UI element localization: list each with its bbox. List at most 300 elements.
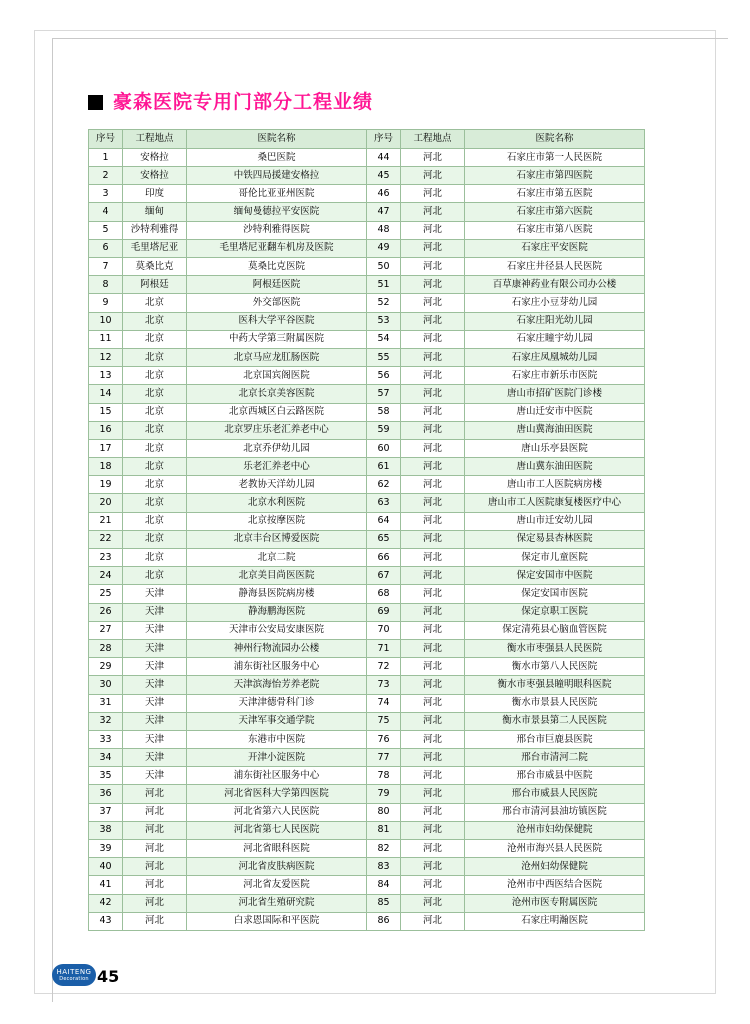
cell-no-left: 3 xyxy=(89,185,123,203)
cell-hospital-right: 石家庄小豆芽幼儿园 xyxy=(465,294,645,312)
cell-no-left: 25 xyxy=(89,585,123,603)
table-row xyxy=(89,367,645,385)
cell-hospital-right: 邢台市巨鹿县医院 xyxy=(465,730,645,748)
cell-no-left: 10 xyxy=(89,312,123,330)
cell-no-left: 39 xyxy=(89,840,123,858)
cell-location-left: 北京 xyxy=(123,458,187,476)
cell-location-right: 河北 xyxy=(401,876,465,894)
cell-no-left: 33 xyxy=(89,730,123,748)
cell-location-left: 天津 xyxy=(123,603,187,621)
cell-location-left: 北京 xyxy=(123,385,187,403)
cell-hospital-right: 邢台市威县人民医院 xyxy=(465,785,645,803)
cell-no-left: 35 xyxy=(89,767,123,785)
cell-location-right: 河北 xyxy=(401,803,465,821)
page-title xyxy=(88,92,658,113)
cell-no-right: 86 xyxy=(367,912,401,930)
cell-no-left: 11 xyxy=(89,330,123,348)
cell-no-left: 5 xyxy=(89,221,123,239)
cell-no-right: 46 xyxy=(367,185,401,203)
cell-location-right: 河北 xyxy=(401,203,465,221)
cell-location-left: 天津 xyxy=(123,749,187,767)
cell-location-right: 河北 xyxy=(401,348,465,366)
cell-no-right: 45 xyxy=(367,167,401,185)
cell-hospital-left: 天津津德骨科门诊 xyxy=(187,694,367,712)
cell-location-left: 河北 xyxy=(123,785,187,803)
table-row xyxy=(89,294,645,312)
table-row xyxy=(89,203,645,221)
column-header-location-right: 工程地点 xyxy=(401,129,465,148)
column-header-hospital-right: 医院名称 xyxy=(465,129,645,148)
cell-no-right: 74 xyxy=(367,694,401,712)
cell-hospital-right: 石家庄市第四医院 xyxy=(465,167,645,185)
cell-location-left: 北京 xyxy=(123,421,187,439)
cell-hospital-left: 老教协天洋幼儿园 xyxy=(187,476,367,494)
cell-hospital-right: 沧州市海兴县人民医院 xyxy=(465,840,645,858)
cell-hospital-left: 河北省皮肤病医院 xyxy=(187,858,367,876)
cell-hospital-left: 天津军事交通学院 xyxy=(187,712,367,730)
cell-location-left: 天津 xyxy=(123,694,187,712)
table-row xyxy=(89,567,645,585)
cell-location-left: 北京 xyxy=(123,348,187,366)
table-row xyxy=(89,167,645,185)
cell-no-right: 79 xyxy=(367,785,401,803)
cell-no-left: 6 xyxy=(89,239,123,257)
cell-no-left: 13 xyxy=(89,367,123,385)
cell-hospital-left: 河北省眼科医院 xyxy=(187,840,367,858)
cell-no-right: 44 xyxy=(367,148,401,166)
cell-location-right: 河北 xyxy=(401,730,465,748)
table-row xyxy=(89,512,645,530)
cell-location-left: 莫桑比克 xyxy=(123,258,187,276)
cell-hospital-left: 中铁四局援建安格拉 xyxy=(187,167,367,185)
cell-hospital-right: 保定京职工医院 xyxy=(465,603,645,621)
cell-hospital-right: 沧州市中西医结合医院 xyxy=(465,876,645,894)
cell-location-left: 安格拉 xyxy=(123,148,187,166)
cell-location-left: 河北 xyxy=(123,803,187,821)
cell-no-left: 34 xyxy=(89,749,123,767)
cell-hospital-left: 河北省第六人民医院 xyxy=(187,803,367,821)
cell-hospital-right: 保定安国市中医院 xyxy=(465,567,645,585)
cell-hospital-left: 哥伦比亚亚州医院 xyxy=(187,185,367,203)
cell-no-left: 7 xyxy=(89,258,123,276)
cell-no-right: 63 xyxy=(367,494,401,512)
cell-hospital-left: 东港市中医院 xyxy=(187,730,367,748)
cell-hospital-right: 石家庄市第八医院 xyxy=(465,221,645,239)
cell-location-left: 沙特利雅得 xyxy=(123,221,187,239)
table-row xyxy=(89,585,645,603)
cell-location-left: 北京 xyxy=(123,549,187,567)
column-header-no-left: 序号 xyxy=(89,129,123,148)
cell-location-left: 印度 xyxy=(123,185,187,203)
cell-hospital-left: 天津市公安局安康医院 xyxy=(187,621,367,639)
cell-hospital-right: 石家庄市第一人民医院 xyxy=(465,148,645,166)
cell-location-left: 河北 xyxy=(123,894,187,912)
table-row xyxy=(89,858,645,876)
table-row xyxy=(89,239,645,257)
cell-hospital-right: 衡水市枣强县人民医院 xyxy=(465,639,645,657)
cell-location-left: 北京 xyxy=(123,512,187,530)
cell-no-right: 49 xyxy=(367,239,401,257)
cell-hospital-right: 保定易县杏林医院 xyxy=(465,530,645,548)
cell-hospital-right: 邢台市威县中医院 xyxy=(465,767,645,785)
cell-hospital-left: 北京水利医院 xyxy=(187,494,367,512)
table-row xyxy=(89,476,645,494)
cell-location-right: 河北 xyxy=(401,239,465,257)
table-row xyxy=(89,803,645,821)
cell-hospital-right: 唐山市招矿医院门诊楼 xyxy=(465,385,645,403)
cell-location-right: 河北 xyxy=(401,840,465,858)
cell-no-left: 23 xyxy=(89,549,123,567)
cell-hospital-right: 石家庄瞳宇幼儿园 xyxy=(465,330,645,348)
cell-no-right: 78 xyxy=(367,767,401,785)
table-row xyxy=(89,658,645,676)
cell-location-left: 河北 xyxy=(123,876,187,894)
cell-no-left: 30 xyxy=(89,676,123,694)
cell-location-right: 河北 xyxy=(401,330,465,348)
cell-no-left: 16 xyxy=(89,421,123,439)
table-row xyxy=(89,712,645,730)
cell-no-left: 42 xyxy=(89,894,123,912)
cell-hospital-left: 北京按摩医院 xyxy=(187,512,367,530)
cell-location-right: 河北 xyxy=(401,676,465,694)
table-row xyxy=(89,639,645,657)
cell-no-left: 8 xyxy=(89,276,123,294)
table-row xyxy=(89,421,645,439)
cell-location-right: 河北 xyxy=(401,458,465,476)
cell-location-left: 河北 xyxy=(123,858,187,876)
cell-hospital-left: 白求恩国际和平医院 xyxy=(187,912,367,930)
cell-no-right: 65 xyxy=(367,530,401,548)
cell-location-right: 河北 xyxy=(401,694,465,712)
cell-hospital-left: 北京国宾阁医院 xyxy=(187,367,367,385)
table-row xyxy=(89,330,645,348)
cell-no-left: 18 xyxy=(89,458,123,476)
cell-location-right: 河北 xyxy=(401,858,465,876)
page-number: 45 xyxy=(97,967,120,986)
table-row xyxy=(89,348,645,366)
cell-hospital-left: 天津滨海怡芳养老院 xyxy=(187,676,367,694)
cell-location-left: 北京 xyxy=(123,567,187,585)
cell-no-right: 77 xyxy=(367,749,401,767)
cell-no-right: 85 xyxy=(367,894,401,912)
table-row xyxy=(89,530,645,548)
cell-hospital-right: 衡水市景县第二人民医院 xyxy=(465,712,645,730)
cell-location-right: 河北 xyxy=(401,185,465,203)
cell-hospital-left: 毛里塔尼亚翻车机房及医院 xyxy=(187,239,367,257)
cell-hospital-right: 唐山乐亭县医院 xyxy=(465,439,645,457)
cell-hospital-left: 医科大学平谷医院 xyxy=(187,312,367,330)
table-row xyxy=(89,621,645,639)
cell-hospital-left: 河北省医科大学第四医院 xyxy=(187,785,367,803)
cell-hospital-right: 衡水市景县人民医院 xyxy=(465,694,645,712)
table-row xyxy=(89,385,645,403)
cell-no-left: 36 xyxy=(89,785,123,803)
cell-location-left: 阿根廷 xyxy=(123,276,187,294)
cell-hospital-right: 保定清苑县心脑血管医院 xyxy=(465,621,645,639)
cell-hospital-left: 北京丰台区博爱医院 xyxy=(187,530,367,548)
cell-hospital-right: 沧州妇幼保健院 xyxy=(465,858,645,876)
cell-no-left: 32 xyxy=(89,712,123,730)
cell-location-right: 河北 xyxy=(401,603,465,621)
cell-location-left: 北京 xyxy=(123,530,187,548)
cell-no-right: 68 xyxy=(367,585,401,603)
cell-no-right: 83 xyxy=(367,858,401,876)
cell-no-left: 43 xyxy=(89,912,123,930)
cell-hospital-right: 沧州市妇幼保健院 xyxy=(465,821,645,839)
page-footer xyxy=(52,964,119,986)
cell-location-right: 河北 xyxy=(401,439,465,457)
cell-hospital-left: 桑巴医院 xyxy=(187,148,367,166)
cell-no-right: 69 xyxy=(367,603,401,621)
cell-no-left: 1 xyxy=(89,148,123,166)
cell-no-left: 14 xyxy=(89,385,123,403)
cell-location-right: 河北 xyxy=(401,549,465,567)
cell-no-left: 2 xyxy=(89,167,123,185)
cell-hospital-left: 神州行物流园办公楼 xyxy=(187,639,367,657)
cell-hospital-left: 北京西城区白云路医院 xyxy=(187,403,367,421)
cell-no-right: 61 xyxy=(367,458,401,476)
cell-hospital-right: 邢台市清河二院 xyxy=(465,749,645,767)
cell-location-left: 河北 xyxy=(123,840,187,858)
cell-hospital-left: 北京乔伊幼儿园 xyxy=(187,439,367,457)
table-row xyxy=(89,403,645,421)
cell-no-left: 19 xyxy=(89,476,123,494)
cell-hospital-left: 北京美目尚医医院 xyxy=(187,567,367,585)
company-logo xyxy=(52,964,96,986)
cell-location-left: 北京 xyxy=(123,476,187,494)
cell-location-left: 缅甸 xyxy=(123,203,187,221)
cell-location-right: 河北 xyxy=(401,276,465,294)
cell-no-left: 40 xyxy=(89,858,123,876)
cell-hospital-right: 唐山市工人医院康复楼医疗中心 xyxy=(465,494,645,512)
cell-hospital-left: 北京长京美容医院 xyxy=(187,385,367,403)
cell-hospital-left: 静海鹏海医院 xyxy=(187,603,367,621)
cell-hospital-left: 河北省第七人民医院 xyxy=(187,821,367,839)
table-row xyxy=(89,458,645,476)
cell-no-left: 28 xyxy=(89,639,123,657)
cell-location-right: 河北 xyxy=(401,658,465,676)
cell-no-right: 64 xyxy=(367,512,401,530)
table-row xyxy=(89,258,645,276)
cell-location-left: 北京 xyxy=(123,312,187,330)
cell-no-right: 80 xyxy=(367,803,401,821)
table-row xyxy=(89,603,645,621)
cell-location-left: 天津 xyxy=(123,676,187,694)
cell-hospital-right: 衡水市第八人民医院 xyxy=(465,658,645,676)
cell-location-left: 天津 xyxy=(123,730,187,748)
cell-no-left: 26 xyxy=(89,603,123,621)
cell-hospital-right: 唐山市迁安幼儿园 xyxy=(465,512,645,530)
cell-no-left: 22 xyxy=(89,530,123,548)
cell-no-right: 51 xyxy=(367,276,401,294)
logo-line-2: Decoration xyxy=(59,975,89,982)
cell-no-left: 9 xyxy=(89,294,123,312)
cell-hospital-left: 浦东街社区服务中心 xyxy=(187,658,367,676)
cell-hospital-left: 北京罗庄乐老汇养老中心 xyxy=(187,421,367,439)
cell-hospital-right: 沧州市医专附属医院 xyxy=(465,894,645,912)
column-header-location-left: 工程地点 xyxy=(123,129,187,148)
cell-location-left: 北京 xyxy=(123,494,187,512)
table-row xyxy=(89,821,645,839)
cell-location-left: 天津 xyxy=(123,712,187,730)
cell-location-right: 河北 xyxy=(401,749,465,767)
cell-hospital-right: 石家庄市第六医院 xyxy=(465,203,645,221)
cell-hospital-right: 石家庄市新乐市医院 xyxy=(465,367,645,385)
cell-location-right: 河北 xyxy=(401,639,465,657)
cell-no-left: 17 xyxy=(89,439,123,457)
cell-location-right: 河北 xyxy=(401,494,465,512)
page-content xyxy=(88,92,658,931)
cell-no-right: 56 xyxy=(367,367,401,385)
cell-no-left: 15 xyxy=(89,403,123,421)
cell-location-left: 天津 xyxy=(123,639,187,657)
cell-no-left: 4 xyxy=(89,203,123,221)
cell-no-left: 12 xyxy=(89,348,123,366)
cell-location-right: 河北 xyxy=(401,167,465,185)
page-title-text: 豪森医院专用门部分工程业绩 xyxy=(113,91,374,113)
cell-no-right: 50 xyxy=(367,258,401,276)
cell-no-right: 75 xyxy=(367,712,401,730)
cell-hospital-right: 保定市儿童医院 xyxy=(465,549,645,567)
cell-location-right: 河北 xyxy=(401,894,465,912)
cell-location-right: 河北 xyxy=(401,367,465,385)
table-row xyxy=(89,785,645,803)
cell-location-left: 天津 xyxy=(123,658,187,676)
cell-hospital-left: 北京马应龙肛肠医院 xyxy=(187,348,367,366)
cell-hospital-right: 唐山市工人医院病房楼 xyxy=(465,476,645,494)
cell-hospital-left: 开津小淀医院 xyxy=(187,749,367,767)
cell-location-left: 河北 xyxy=(123,821,187,839)
cell-hospital-right: 邢台市清河县油坊镇医院 xyxy=(465,803,645,821)
cell-location-right: 河北 xyxy=(401,567,465,585)
cell-no-right: 76 xyxy=(367,730,401,748)
cell-hospital-right: 保定安国市医院 xyxy=(465,585,645,603)
cell-location-right: 河北 xyxy=(401,385,465,403)
cell-no-left: 37 xyxy=(89,803,123,821)
column-header-hospital-left: 医院名称 xyxy=(187,129,367,148)
cell-location-left: 天津 xyxy=(123,767,187,785)
table-header-row xyxy=(89,129,645,148)
cell-location-right: 河北 xyxy=(401,294,465,312)
cell-location-right: 河北 xyxy=(401,421,465,439)
table-row xyxy=(89,185,645,203)
table-row xyxy=(89,494,645,512)
cell-location-right: 河北 xyxy=(401,912,465,930)
cell-no-right: 71 xyxy=(367,639,401,657)
table-row xyxy=(89,439,645,457)
table-row xyxy=(89,767,645,785)
cell-location-left: 天津 xyxy=(123,585,187,603)
table-row xyxy=(89,876,645,894)
cell-hospital-left: 中药大学第三附属医院 xyxy=(187,330,367,348)
cell-location-right: 河北 xyxy=(401,585,465,603)
table-row xyxy=(89,549,645,567)
cell-hospital-left: 缅甸曼德拉平安医院 xyxy=(187,203,367,221)
cell-hospital-left: 河北省友爱医院 xyxy=(187,876,367,894)
cell-location-right: 河北 xyxy=(401,821,465,839)
table-row xyxy=(89,221,645,239)
performance-table xyxy=(88,129,645,931)
cell-hospital-right: 石家庄平安医院 xyxy=(465,239,645,257)
cell-location-right: 河北 xyxy=(401,621,465,639)
cell-no-right: 59 xyxy=(367,421,401,439)
cell-hospital-left: 乐老汇养老中心 xyxy=(187,458,367,476)
cell-location-left: 北京 xyxy=(123,294,187,312)
cell-hospital-left: 沙特利雅得医院 xyxy=(187,221,367,239)
cell-no-right: 66 xyxy=(367,549,401,567)
logo-line-1: HAITENG xyxy=(56,967,92,976)
cell-no-left: 21 xyxy=(89,512,123,530)
cell-hospital-left: 阿根廷医院 xyxy=(187,276,367,294)
cell-no-left: 27 xyxy=(89,621,123,639)
cell-location-left: 河北 xyxy=(123,912,187,930)
cell-no-left: 38 xyxy=(89,821,123,839)
table-row xyxy=(89,312,645,330)
cell-no-left: 31 xyxy=(89,694,123,712)
cell-no-right: 60 xyxy=(367,439,401,457)
cell-location-right: 河北 xyxy=(401,785,465,803)
cell-no-left: 24 xyxy=(89,567,123,585)
table-row xyxy=(89,840,645,858)
cell-no-right: 72 xyxy=(367,658,401,676)
cell-location-left: 毛里塔尼亚 xyxy=(123,239,187,257)
table-row xyxy=(89,676,645,694)
cell-hospital-left: 北京二院 xyxy=(187,549,367,567)
table-row xyxy=(89,730,645,748)
cell-no-right: 62 xyxy=(367,476,401,494)
cell-no-right: 57 xyxy=(367,385,401,403)
cell-location-right: 河北 xyxy=(401,767,465,785)
table-row xyxy=(89,276,645,294)
cell-no-right: 67 xyxy=(367,567,401,585)
cell-hospital-right: 石家庄凤凰城幼儿园 xyxy=(465,348,645,366)
cell-location-left: 天津 xyxy=(123,621,187,639)
table-row xyxy=(89,148,645,166)
cell-location-left: 北京 xyxy=(123,330,187,348)
cell-no-left: 29 xyxy=(89,658,123,676)
cell-location-right: 河北 xyxy=(401,148,465,166)
cell-hospital-right: 衡水市枣强县瞳明眼科医院 xyxy=(465,676,645,694)
cell-location-right: 河北 xyxy=(401,312,465,330)
cell-no-right: 58 xyxy=(367,403,401,421)
cell-location-left: 北京 xyxy=(123,367,187,385)
bullet-square-icon xyxy=(88,95,103,110)
cell-hospital-right: 百草康神药业有限公司办公楼 xyxy=(465,276,645,294)
cell-no-right: 82 xyxy=(367,840,401,858)
cell-no-right: 84 xyxy=(367,876,401,894)
cell-hospital-left: 静海县医院病房楼 xyxy=(187,585,367,603)
table-row xyxy=(89,694,645,712)
table-row xyxy=(89,894,645,912)
cell-no-left: 20 xyxy=(89,494,123,512)
cell-location-right: 河北 xyxy=(401,221,465,239)
table-body xyxy=(89,148,645,930)
cell-no-right: 48 xyxy=(367,221,401,239)
cell-location-right: 河北 xyxy=(401,258,465,276)
cell-location-right: 河北 xyxy=(401,403,465,421)
cell-hospital-right: 石家庄明瀚医院 xyxy=(465,912,645,930)
cell-no-right: 52 xyxy=(367,294,401,312)
cell-hospital-left: 河北省生殖研究院 xyxy=(187,894,367,912)
cell-no-right: 55 xyxy=(367,348,401,366)
cell-no-right: 47 xyxy=(367,203,401,221)
cell-location-right: 河北 xyxy=(401,530,465,548)
cell-hospital-right: 石家庄井径县人民医院 xyxy=(465,258,645,276)
cell-hospital-right: 石家庄市第五医院 xyxy=(465,185,645,203)
cell-hospital-right: 唐山冀东油田医院 xyxy=(465,458,645,476)
cell-hospital-left: 浦东街社区服务中心 xyxy=(187,767,367,785)
cell-hospital-right: 唐山冀海油田医院 xyxy=(465,421,645,439)
